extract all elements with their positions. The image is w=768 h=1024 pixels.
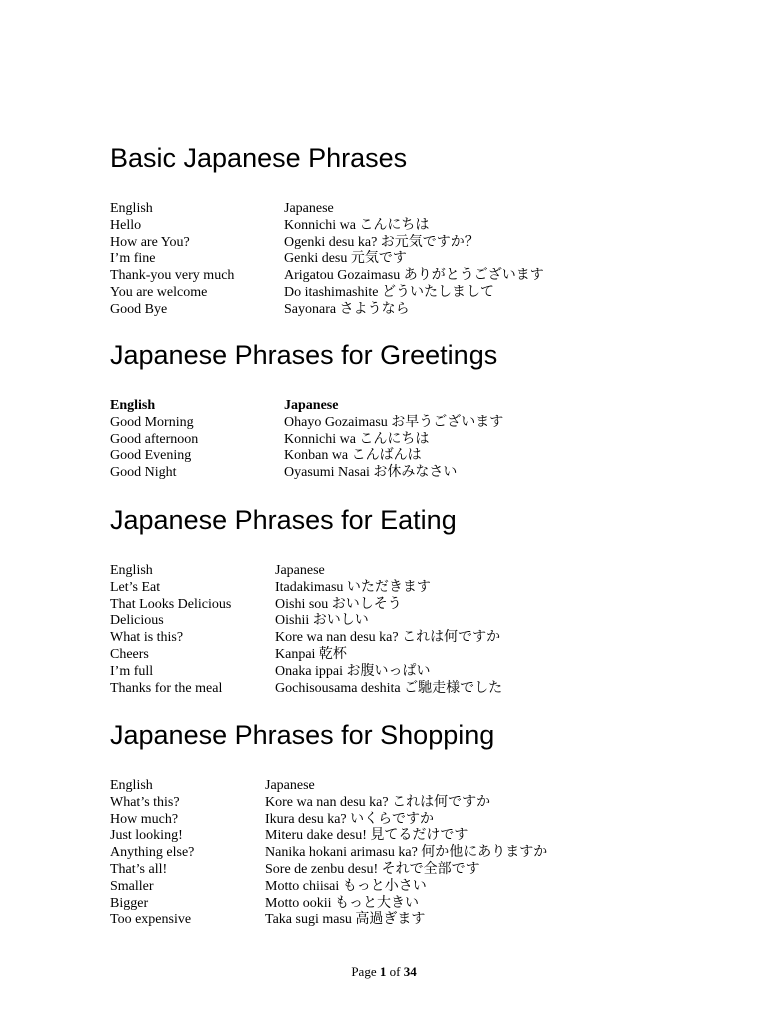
japanese-column-header: Japanese: [275, 563, 325, 578]
english-column-header: English: [110, 563, 153, 578]
english-column-header: English: [110, 201, 153, 216]
page-label: Page: [351, 964, 377, 979]
english-cell: I’m fine: [110, 251, 156, 267]
japanese-cell: Oyasumi Nasai お休みなさい: [284, 465, 458, 481]
english-cell: Just looking!: [110, 828, 183, 844]
japanese-cell: Taka sugi masu 高過ぎます: [265, 912, 426, 928]
table-row: [110, 251, 544, 268]
of-label: of: [389, 964, 401, 979]
table-row: [110, 580, 502, 597]
section-heading: Japanese Phrases for Eating: [110, 505, 457, 535]
english-cell: Too expensive: [110, 912, 192, 928]
page-footer: [0, 964, 768, 980]
total-pages-number: 34: [403, 964, 417, 979]
english-cell: How much?: [110, 811, 179, 827]
english-cell: You are welcome: [110, 284, 208, 300]
english-cell: Thanks for the meal: [110, 680, 223, 696]
english-cell: Smaller: [110, 878, 154, 894]
japanese-cell: Ikura desu ka? いくらですか: [265, 811, 434, 827]
english-cell: Good Evening: [110, 448, 192, 464]
english-cell: Good Morning: [110, 414, 194, 430]
table-row: [110, 647, 502, 664]
japanese-cell: Konnichi wa こんにちは: [284, 431, 430, 447]
section-heading: Japanese Phrases for Greetings: [110, 340, 498, 370]
japanese-column-header: Japanese: [265, 778, 315, 793]
japanese-cell: Oishii おいしい: [275, 613, 369, 629]
table-row: [110, 465, 503, 482]
japanese-cell: Konnichi wa こんにちは: [284, 217, 430, 233]
table-row: [110, 896, 547, 913]
japanese-column-header: Japanese: [284, 201, 334, 216]
section-heading: Japanese Phrases for Shopping: [110, 720, 495, 750]
japanese-cell: Itadakimasu いただきます: [275, 579, 431, 595]
table-header-row: [110, 778, 547, 795]
table-header-row: [110, 398, 503, 415]
table-row: [110, 828, 547, 845]
japanese-cell: Nanika hokani arimasu ka? 何か他にありますか: [265, 845, 548, 861]
section-basic-phrases: [110, 141, 730, 317]
table-row: [110, 302, 544, 319]
table-row: [110, 448, 503, 465]
japanese-cell: Onaka ippai お腹いっぱい: [275, 663, 431, 679]
japanese-cell: Sore de zenbu desu! それで全部です: [265, 861, 480, 877]
table-row: [110, 613, 502, 630]
table-row: [110, 664, 502, 681]
japanese-cell: Sayonara さようなら: [284, 301, 410, 317]
english-cell: Hello: [110, 217, 142, 233]
japanese-cell: Kanpai 乾杯: [275, 646, 347, 662]
japanese-cell: Motto ookii もっと大きい: [265, 895, 420, 911]
phrase-table: [110, 563, 502, 697]
english-cell: What’s this?: [110, 794, 180, 810]
english-cell: Cheers: [110, 646, 149, 662]
table-row: [110, 268, 544, 285]
english-cell: Anything else?: [110, 845, 195, 861]
english-cell: Delicious: [110, 613, 164, 629]
japanese-cell: Arigatou Gozaimasu ありがとうございます: [284, 268, 544, 284]
english-cell: I’m full: [110, 663, 154, 679]
japanese-cell: Gochisousama deshita ご馳走様でした: [275, 680, 503, 696]
japanese-cell: Genki desu 元気です: [284, 251, 407, 267]
english-cell: Thank-you very much: [110, 268, 235, 284]
english-cell: Let’s Eat: [110, 579, 161, 595]
english-cell: Good afternoon: [110, 431, 199, 447]
english-cell: That’s all!: [110, 861, 168, 877]
japanese-cell: Do itashimashite どういたしまして: [284, 284, 494, 300]
japanese-cell: Miteru dake desu! 見てるだけです: [265, 828, 469, 844]
table-row: [110, 812, 547, 829]
japanese-column-header: Japanese: [284, 398, 339, 413]
english-column-header: English: [110, 778, 153, 793]
english-cell: Bigger: [110, 895, 149, 911]
japanese-cell: Oishi sou おいしそう: [275, 596, 402, 612]
section-eating: [110, 503, 730, 696]
english-cell: Good Bye: [110, 301, 168, 317]
english-cell: What is this?: [110, 630, 184, 646]
table-row: [110, 285, 544, 302]
table-header-row: [110, 201, 544, 218]
table-header-row: [110, 563, 502, 580]
current-page-number: 1: [379, 964, 387, 979]
phrase-table: [110, 778, 547, 929]
table-row: [110, 597, 502, 614]
japanese-cell: Ohayo Gozaimasu お早うございます: [284, 414, 504, 430]
english-cell: Good Night: [110, 465, 177, 481]
table-row: [110, 879, 547, 896]
table-row: [110, 235, 544, 252]
english-cell: That Looks Delicious: [110, 596, 232, 612]
table-row: [110, 218, 544, 235]
japanese-cell: Kore wa nan desu ka? これは何ですか: [275, 630, 501, 646]
table-row: [110, 415, 503, 432]
section-shopping: [110, 718, 730, 928]
japanese-cell: Konban wa こんばんは: [284, 448, 422, 464]
table-row: [110, 795, 547, 812]
phrase-table: [110, 201, 544, 319]
english-column-header: English: [110, 398, 156, 413]
section-heading: Basic Japanese Phrases: [110, 143, 408, 173]
table-row: [110, 681, 502, 698]
section-greetings: [110, 338, 730, 481]
japanese-cell: Kore wa nan desu ka? これは何ですか: [265, 794, 491, 810]
table-row: [110, 630, 502, 647]
japanese-cell: Motto chiisai もっと小さい: [265, 878, 427, 894]
table-row: [110, 845, 547, 862]
table-row: [110, 862, 547, 879]
english-cell: How are You?: [110, 234, 190, 250]
phrase-table: [110, 398, 503, 482]
japanese-cell: Ogenki desu ka? お元気ですか？: [284, 234, 479, 250]
table-row: [110, 912, 547, 929]
table-row: [110, 432, 503, 449]
